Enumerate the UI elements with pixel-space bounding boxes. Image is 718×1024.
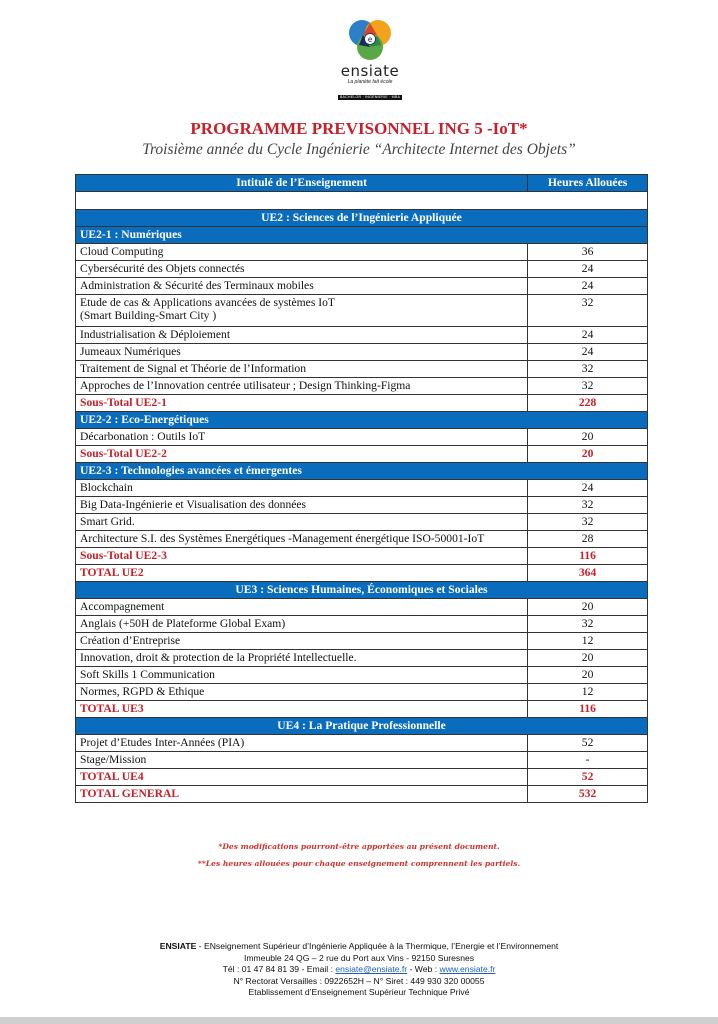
total-label: TOTAL UE2 — [76, 565, 528, 582]
footer-registration: N° Rectorat Versailles : 0922652H – N° Siret : 449 930 320 00055 — [233, 975, 485, 986]
ensiate-logo — [329, 18, 411, 103]
table-row — [76, 327, 648, 344]
course-label: Stage/Mission — [76, 752, 528, 769]
course-label: Smart Grid. — [76, 514, 528, 531]
subsection-header-row — [76, 463, 648, 480]
subtotal-label: Sous-Total UE2-2 — [76, 446, 528, 463]
blank-row — [76, 192, 648, 210]
course-label — [76, 295, 528, 327]
table-row — [76, 361, 648, 378]
course-hours: 36 — [528, 244, 648, 261]
subsection-header-row — [76, 412, 648, 429]
program-table — [75, 174, 648, 803]
column-header-course: Intitulé de l’Enseignement — [76, 175, 528, 192]
table-row — [76, 531, 648, 548]
footer-web-label: - Web : — [407, 964, 440, 974]
course-hours: - — [528, 752, 648, 769]
ue2-2-title: UE2-2 : Eco-Energétiques — [76, 412, 648, 429]
subtotal-row — [76, 395, 648, 412]
course-hours: 20 — [528, 667, 648, 684]
ue2-3-title: UE2-3 : Technologies avancées et émergentes — [76, 463, 648, 480]
course-hours: 32 — [528, 616, 648, 633]
course-label: Normes, RGPD & Ethique — [76, 684, 528, 701]
table-header-row — [76, 175, 648, 192]
ue-header-row — [76, 718, 648, 735]
logo-programs-bar: BACHELOR · INGÉNIERIE · MBA — [339, 95, 401, 99]
subtotal-label: Sous-Total UE2-3 — [76, 548, 528, 565]
ue-header-row — [76, 582, 648, 599]
page-subtitle: Troisième année du Cycle Ingénierie “Architecte Internet des Objets” — [142, 141, 576, 158]
table-row — [76, 684, 648, 701]
footnote-1: *Des modifications pourront-être apportées au présent document. — [218, 842, 500, 851]
logo-mark-letter: e — [367, 34, 373, 44]
subtotal-label: Sous-Total UE2-1 — [76, 395, 528, 412]
course-label: Accompagnement — [76, 599, 528, 616]
ue2-1-title: UE2-1 : Numériques — [76, 227, 648, 244]
course-label: Jumeaux Numériques — [76, 344, 528, 361]
subtotal-hours: 228 — [528, 395, 648, 412]
course-label-line2: (Smart Building-Smart City ) — [80, 309, 217, 322]
course-label: Traitement de Signal et Théorie de l’Information — [76, 361, 528, 378]
table-row — [76, 735, 648, 752]
footnotes — [0, 838, 718, 872]
course-hours: 12 — [528, 684, 648, 701]
column-header-hours: Heures Allouées — [528, 175, 648, 192]
table-row — [76, 667, 648, 684]
course-label: Administration & Sécurité des Terminaux mobiles — [76, 278, 528, 295]
course-label: Blockchain — [76, 480, 528, 497]
course-label: Industrialisation & Déploiement — [76, 327, 528, 344]
total-row — [76, 769, 648, 786]
course-hours: 32 — [528, 497, 648, 514]
ensiate-logo-mark-icon — [347, 18, 393, 62]
course-hours: 32 — [528, 378, 648, 395]
course-label: Décarbonation : Outils IoT — [76, 429, 528, 446]
course-hours: 32 — [528, 514, 648, 531]
total-label: TOTAL UE3 — [76, 701, 528, 718]
course-hours: 24 — [528, 327, 648, 344]
course-hours: 32 — [528, 295, 648, 327]
footer-email-link[interactable]: ensiate@ensiate.fr — [335, 964, 408, 974]
subsection-header-row — [76, 227, 648, 244]
course-label: Innovation, droit & protection de la Propriété Intellectuelle. — [76, 650, 528, 667]
table-row — [76, 378, 648, 395]
logo-tagline: La planète fait école — [347, 79, 393, 85]
table-row — [76, 650, 648, 667]
course-label: Cybersécurité des Objets connectés — [76, 261, 528, 278]
footer-contact — [0, 964, 718, 976]
course-hours: 52 — [528, 735, 648, 752]
total-row — [76, 701, 648, 718]
table-row — [76, 429, 648, 446]
course-hours: 32 — [528, 361, 648, 378]
footer-school-name: ENSIATE — [159, 941, 197, 951]
ue-header-row — [76, 210, 648, 227]
total-hours: 52 — [528, 769, 648, 786]
table-row — [76, 497, 648, 514]
table-row — [76, 616, 648, 633]
total-hours: 116 — [528, 701, 648, 718]
course-hours: 24 — [528, 278, 648, 295]
ue4-title: UE4 : La Pratique Professionnelle — [76, 718, 648, 735]
table-row — [76, 514, 648, 531]
course-label: Anglais (+50H de Plateforme Global Exam) — [76, 616, 528, 633]
subtotal-row — [76, 446, 648, 463]
course-hours: 24 — [528, 480, 648, 497]
footer-status: Etablissement d’Enseignement Supérieur Technique Privé — [248, 987, 470, 997]
footnote-2: **Les heures allouées pour chaque enseignement comprennent les partiels. — [197, 859, 521, 868]
total-row — [76, 565, 648, 582]
footer-web-link[interactable]: www.ensiate.fr — [439, 964, 496, 974]
table-row — [76, 752, 648, 769]
total-label: TOTAL UE4 — [76, 769, 528, 786]
course-label: Architecture S.I. des Systèmes Energétiques -Management énergétique ISO-50001-IoT — [76, 531, 528, 548]
table-row — [76, 295, 648, 327]
course-hours: 20 — [528, 599, 648, 616]
course-hours: 20 — [528, 429, 648, 446]
course-hours: 28 — [528, 531, 648, 548]
page-bottom-edge — [0, 1017, 718, 1024]
course-label: Approches de l’Innovation centrée utilisateur ; Design Thinking-Figma — [76, 378, 528, 395]
ue3-title: UE3 : Sciences Humaines, Économiques et Sociales — [76, 582, 648, 599]
page-title: PROGRAMME PREVISONNEL ING 5 -IoT* — [190, 119, 528, 138]
total-hours: 364 — [528, 565, 648, 582]
course-label-line1: Etude de cas & Applications avancées de systèmes IoT — [80, 296, 335, 309]
grand-total-label: TOTAL GENERAL — [76, 786, 528, 803]
grand-total-hours: 532 — [528, 786, 648, 803]
table-row — [76, 480, 648, 497]
ue2-title: UE2 : Sciences de l’Ingénierie Appliquée — [76, 210, 648, 227]
course-label: Création d’Entreprise — [76, 633, 528, 650]
table-row — [76, 344, 648, 361]
page-footer — [0, 941, 718, 999]
table-row — [76, 278, 648, 295]
subtotal-row — [76, 548, 648, 565]
course-label: Soft Skills 1 Communication — [76, 667, 528, 684]
footer-address: Immeuble 24 QG – 2 rue du Port aux Vins - 92150 Suresnes — [243, 952, 475, 963]
footer-school-fullname: - ENseignement Supérieur d’Ingénierie Appliquée à la Thermique, l’Energie et l’Environnement — [196, 941, 559, 951]
course-hours: 24 — [528, 344, 648, 361]
course-label: Projet d’Etudes Inter-Années (PIA) — [76, 735, 528, 752]
footer-tel: Tél : 01 47 84 81 39 - Email : — [222, 964, 336, 974]
grand-total-row — [76, 786, 648, 803]
course-label: Big Data-Ingénierie et Visualisation des données — [76, 497, 528, 514]
course-label: Cloud Computing — [76, 244, 528, 261]
course-hours: 24 — [528, 261, 648, 278]
subtotal-hours: 20 — [528, 446, 648, 463]
course-hours: 20 — [528, 650, 648, 667]
course-hours: 12 — [528, 633, 648, 650]
footer-line-1 — [0, 941, 718, 953]
logo-wordmark: ensiate — [340, 62, 400, 80]
subtotal-hours: 116 — [528, 548, 648, 565]
table-row — [76, 244, 648, 261]
table-row — [76, 599, 648, 616]
table-row — [76, 261, 648, 278]
table-row — [76, 633, 648, 650]
